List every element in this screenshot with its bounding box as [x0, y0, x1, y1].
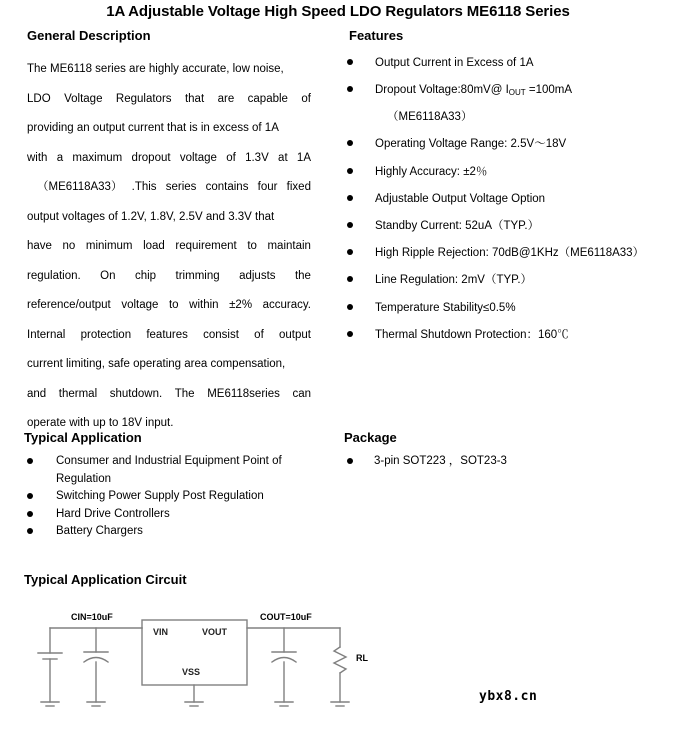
- feature-item: [345, 191, 675, 218]
- application-label: Consumer and Industrial Equipment Point of Regulation: [56, 455, 282, 485]
- application-item: [24, 453, 334, 488]
- feature-item: [345, 327, 675, 354]
- feature-item: [345, 245, 675, 272]
- desc-line: regulation. On chip trimming adjusts the: [27, 269, 311, 282]
- section-heading-typical-application-circuit: Typical Application Circuit: [24, 572, 187, 587]
- feature-label: Adjustable Output Voltage Option: [375, 192, 546, 205]
- subscript-out: OUT: [508, 88, 526, 98]
- feature-item: [345, 218, 675, 245]
- page-title: 1A Adjustable Voltage High Speed LDO Regulators ME6118 Series: [106, 3, 570, 20]
- bullet-icon: [347, 195, 353, 201]
- feature-label: Line Regulation: 2mV（TYP.）: [375, 274, 533, 287]
- bullet-icon: [27, 493, 33, 499]
- desc-line: and thermal shutdown. The ME6118series can: [27, 387, 311, 400]
- desc-line: The ME6118 series are highly accurate, low noise,: [27, 63, 284, 75]
- feature-item: [345, 272, 675, 299]
- bullet-icon: [347, 59, 353, 65]
- feature-label: Dropout Voltage:80mV@ $I_{OUT} =100mA$: [375, 84, 573, 98]
- resistor-rl-symbol: [334, 647, 346, 673]
- feature-item: [345, 55, 675, 82]
- application-circuit-diagram: [20, 595, 380, 720]
- package-item: [344, 453, 664, 470]
- ground-symbol: [185, 702, 203, 706]
- general-description-text: [27, 55, 311, 439]
- pin-label-vin: VIN: [153, 627, 169, 637]
- bullet-icon: [27, 511, 33, 517]
- bullet-icon: [347, 168, 353, 174]
- application-item: [24, 488, 334, 506]
- desc-line: output voltages of 1.2V, 1.8V, 2.5V and 3.3V that: [27, 210, 275, 223]
- feature-label: Standby Current: 52uA（TYP.）: [375, 219, 540, 232]
- bullet-icon: [347, 304, 353, 310]
- bullet-icon: [347, 458, 353, 464]
- section-heading-package: Package: [344, 430, 397, 445]
- feature-item: [345, 82, 675, 109]
- section-heading-general-description: General Description: [27, 28, 151, 43]
- feature-item: [345, 136, 675, 163]
- bullet-icon: [27, 458, 33, 464]
- feature-label: Operating Voltage Range: 2.5V～18V: [375, 138, 567, 151]
- features-list: [345, 55, 675, 354]
- bullet-icon: [27, 528, 33, 534]
- label-cin: CIN=10uF: [71, 612, 113, 622]
- ground-symbol: [331, 702, 349, 706]
- application-item: [24, 506, 334, 524]
- typical-application-list: [24, 453, 334, 541]
- desc-line: Internal protection features consist of output: [27, 328, 311, 341]
- desc-line: with a maximum dropout voltage of 1.3V at 1A: [27, 151, 311, 164]
- section-heading-typical-application: Typical Application: [24, 430, 142, 445]
- feature-label: Thermal Shutdown Protection：160℃: [375, 328, 569, 341]
- feature-label: Temperature Stability≤0.5%: [375, 301, 516, 314]
- feature-item: [345, 300, 675, 327]
- label-rl: RL: [356, 653, 368, 663]
- package-label: 3-pin SOT223 ，SOT23-3: [374, 455, 507, 467]
- desc-line: have no minimum load requirement to maintain: [27, 240, 311, 252]
- ground-symbol: [41, 702, 59, 706]
- desc-line: providing an output current that is in excess of 1A: [27, 122, 279, 134]
- feature-label: High Ripple Rejection: 70dB@1KHz（ME6118A33）: [375, 247, 645, 260]
- ground-symbol: [87, 702, 105, 706]
- desc-line: operate with up to 18V input.: [27, 417, 174, 429]
- application-label: Battery Chargers: [56, 525, 143, 537]
- feature-item: [345, 164, 675, 191]
- desc-line: current limiting, safe operating area compensation,: [27, 358, 286, 370]
- feature-continuation: （ME6118A33）: [387, 111, 473, 124]
- bullet-icon: [347, 140, 353, 146]
- desc-line: reference/output voltage to within ±2% accuracy.: [27, 299, 311, 311]
- application-label: Hard Drive Controllers: [56, 507, 170, 520]
- bullet-icon: [347, 249, 353, 255]
- watermark: ybx8.cn: [479, 689, 538, 704]
- bullet-icon: [347, 276, 353, 282]
- desc-line: LDO Voltage Regulators that are capable of: [27, 92, 311, 105]
- bullet-icon: [347, 86, 353, 92]
- pin-label-vss: VSS: [182, 667, 201, 677]
- bullet-icon: [347, 222, 353, 228]
- package-list: [344, 453, 664, 470]
- feature-label: Output Current in Excess of 1A: [375, 57, 534, 69]
- section-heading-features: Features: [349, 28, 404, 43]
- bullet-icon: [347, 331, 353, 337]
- application-item: [24, 523, 334, 541]
- label-cout: COUT=10uF: [260, 612, 312, 622]
- feature-label: Highly Accuracy: ±2％: [375, 165, 488, 178]
- desc-line: （ME6118A33） .This series contains four fixed: [37, 181, 311, 193]
- pin-label-vout: VOUT: [202, 627, 228, 637]
- application-label: Switching Power Supply Post Regulation: [56, 490, 264, 502]
- ground-symbol: [275, 702, 293, 706]
